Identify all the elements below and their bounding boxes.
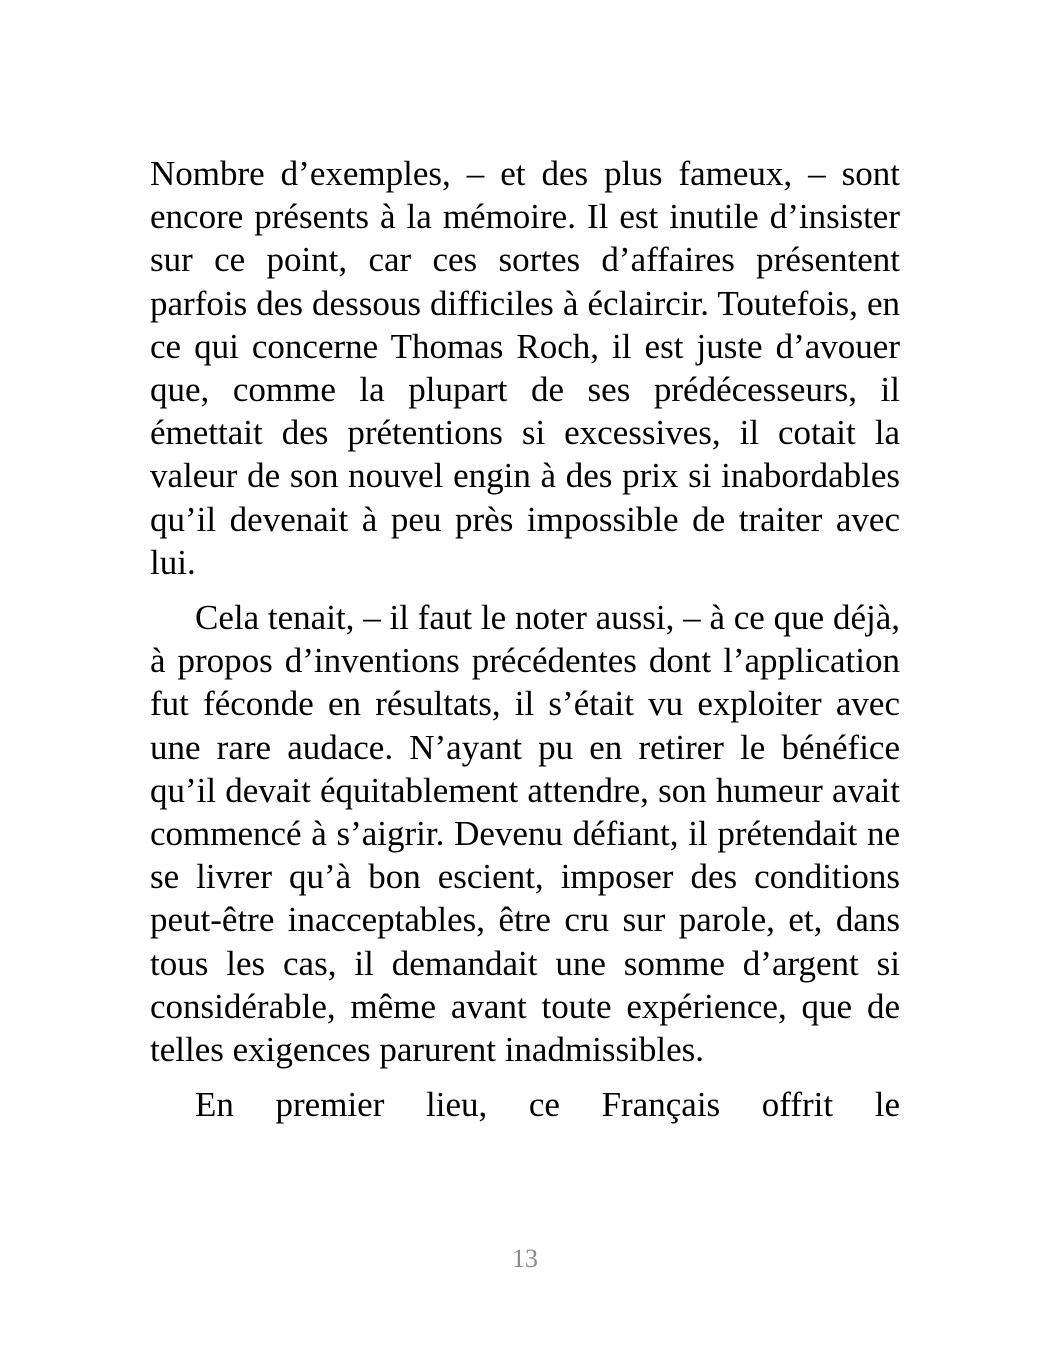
paragraph-3: En premier lieu, ce Français offrit le <box>195 1085 900 1125</box>
page-number: 13 <box>512 1244 538 1273</box>
paragraph-2: Cela tenait, – il faut le noter aussi, – à ce que déjà, à propos d’inventions précédentes dont l’application fut féconde en résultats, il s’était vu exploiter avec une rare audace. N’ayant pu en retirer le bénéfice qu’il devait équitablement attendre, son humeur avait commencé à s’aigrir. Devenu défiant, il prétendait ne se livrer qu’à bon escient, imposer des conditions peut-être inacceptables, être cru sur parole, et, dans tous les cas, il demandait une somme d’argent si considérable, même avant toute expérience, que de telles exigences parurent inadmissibles. <box>150 598 900 1070</box>
paragraph-1: Nombre d’exemples, – et des plus fameux, – sont encore présents à la mémoire. Il est inutile d’insister sur ce point, car ces sortes d’affaires présentent parfois des dessous difficiles à éclaircir. Toutefois, en ce qui concerne Thomas Roch, il est juste d’avouer que, comme la plupart de ses prédécesseurs, il émettait des prétentions si excessives, il cotait la valeur de son nouvel engin à des prix si inabordables qu’il devenait à peu près impossible de traiter avec lui. <box>150 154 900 582</box>
body-text <box>150 152 900 1126</box>
